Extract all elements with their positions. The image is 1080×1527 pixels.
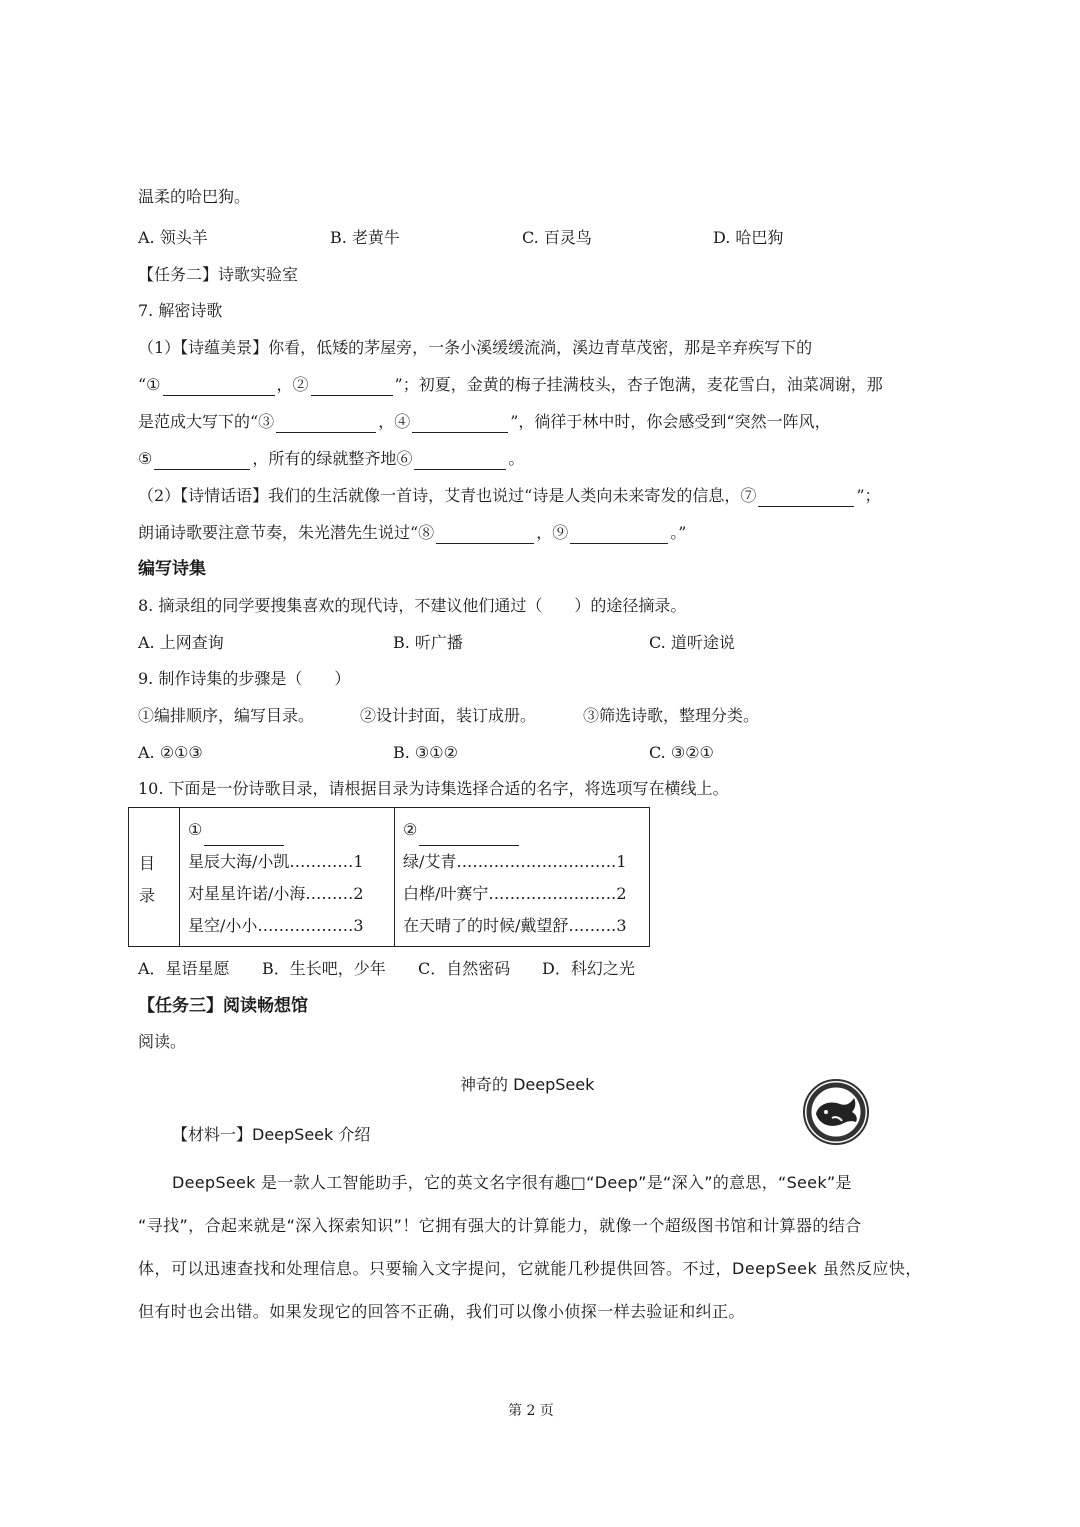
answer-blank-1[interactable] [163, 377, 275, 396]
q9-text: 9. 制作诗集的步骤是（ ） [138, 669, 351, 688]
material-1-label: 【材料一】DeepSeek 介绍 [172, 1125, 371, 1144]
catalog-col1-row: 星空/小小………………3 [188, 916, 364, 935]
article-title: 神奇的 DeepSeek [460, 1075, 595, 1094]
catalog-col2-row: 白桦/叶赛宁……………………2 [403, 884, 627, 903]
text: ⑤ [138, 449, 153, 468]
q7-1-line1: （1）【诗蕴美景】你看，低矮的茅屋旁，一条小溪缓缓流淌，溪边青草茂密，那是辛弃疾写下的 [138, 338, 813, 357]
q10-option-a: A．星语星愿 [138, 959, 230, 978]
q8-text: 8. 摘录组的同学要搜集喜欢的现代诗，不建议他们通过（ ）的途径摘录。 [138, 596, 687, 615]
answer-blank-3[interactable] [276, 414, 376, 433]
text: 是范成大写下的“③ [138, 412, 275, 431]
text: 。 [508, 449, 525, 468]
q7-1-line2 [138, 374, 883, 396]
q9-step-3: ③筛选诗歌，整理分类。 [583, 706, 760, 725]
catalog-label-2: 录 [139, 886, 156, 905]
q7-2-line2 [138, 522, 686, 544]
q8-option-c: C. 道听途说 [649, 633, 735, 652]
q7-1-line3 [138, 411, 831, 433]
q9-option-a: A. ②①③ [138, 743, 203, 762]
catalog-col1-row: 星辰大海/小凯…………1 [188, 852, 364, 871]
q10-option-c: C．自然密码 [418, 959, 511, 978]
q9-step-1: ①编排顺序，编写目录。 [138, 706, 315, 725]
answer-blank-6[interactable] [414, 451, 506, 470]
paragraph-line-2: “寻找”，合起来就是“深入探索知识”！它拥有强大的计算能力，就像一个超级图书馆和计算器的结合 [138, 1216, 862, 1235]
catalog-column-2 [395, 808, 650, 947]
q10-option-b: B．生长吧，少年 [262, 959, 386, 978]
text: ② [403, 820, 418, 839]
intro-line: 温柔的哈巴狗。 [138, 187, 251, 206]
catalog-col1-row: 对星星许诺/小海………2 [188, 884, 364, 903]
text: ，② [276, 375, 309, 394]
text: ① [188, 820, 203, 839]
text: ，⑨ [536, 523, 569, 542]
text: 朗诵诗歌要注意节奏，朱光潜先生说过“⑧ [138, 523, 435, 542]
page-footer: 第 2 页 [508, 1403, 554, 1419]
catalog-col2-row: 在天晴了的时候/戴望舒………3 [403, 916, 627, 935]
catalog-column-1 [180, 808, 395, 947]
paragraph-line-4: 但有时也会出错。如果发现它的回答不正确，我们可以像小侦探一样去验证和纠正。 [138, 1302, 745, 1321]
catalog-label-1: 目 [139, 854, 156, 873]
q9-step-2: ②设计封面，装订成册。 [360, 706, 537, 725]
read-label: 阅读。 [138, 1032, 187, 1051]
paragraph-line-1: DeepSeek 是一款人工智能助手，它的英文名字很有趣□“Deep”是“深入”的意思，“Seek”是 [172, 1173, 852, 1192]
text: “① [138, 375, 161, 394]
q7-2-line1 [138, 485, 881, 507]
q8-option-a: A. 上网查询 [138, 633, 224, 652]
q6-option-d: D. 哈巴狗 [713, 228, 784, 247]
q6-option-a: A. 领头羊 [138, 228, 208, 247]
text: ，④ [378, 412, 411, 431]
text: ”； [856, 486, 881, 505]
paragraph-line-3: 体，可以迅速查找和处理信息。只要输入文字提问，它就能几秒提供回答。不过，DeepSeek 虽然反应快， [138, 1259, 922, 1278]
q9-option-b: B. ③①② [393, 743, 458, 762]
q8-option-b: B. 听广播 [393, 633, 463, 652]
task2-heading: 【任务二】诗歌实验室 [138, 265, 299, 284]
catalog-blank-1[interactable] [204, 827, 284, 846]
catalog-col2-row: 绿/艾青…………………………1 [403, 852, 627, 871]
text: ”，徜徉于林中时，你会感受到“突然一阵风， [510, 412, 831, 431]
section-heading: 编写诗集 [138, 559, 206, 579]
q6-option-c: C. 百灵鸟 [522, 228, 592, 247]
deepseek-whale-logo [802, 1078, 870, 1146]
answer-blank-5[interactable] [154, 451, 250, 470]
poetry-catalog-table [128, 807, 650, 947]
q10-option-d: D．科幻之光 [542, 959, 635, 978]
catalog-col1-head [188, 814, 394, 846]
catalog-blank-2[interactable] [419, 827, 519, 846]
q6-option-b: B. 老黄牛 [330, 228, 400, 247]
catalog-label-cell [129, 808, 180, 947]
q7-title: 7. 解密诗歌 [138, 301, 223, 320]
q9-option-c: C. ③②① [649, 743, 714, 762]
answer-blank-2[interactable] [311, 377, 393, 396]
catalog-col2-head [403, 814, 649, 846]
answer-blank-8[interactable] [436, 525, 534, 544]
text: 。” [670, 523, 687, 542]
text: （2）【诗情话语】我们的生活就像一首诗，艾青也说过“诗是人类向未来寄发的信息，⑦ [138, 486, 757, 505]
q10-text: 10. 下面是一份诗歌目录，请根据目录为诗集选择合适的名字，将选项写在横线上。 [138, 779, 729, 798]
answer-blank-4[interactable] [412, 414, 508, 433]
task3-heading: 【任务三】阅读畅想馆 [138, 996, 308, 1016]
text: ”；初夏，金黄的梅子挂满枝头，杏子饱满，麦花雪白，油菜凋谢，那 [394, 375, 883, 394]
q7-1-line4 [138, 448, 524, 470]
answer-blank-7[interactable] [758, 488, 854, 507]
answer-blank-9[interactable] [570, 525, 668, 544]
text: ，所有的绿就整齐地⑥ [252, 449, 413, 468]
